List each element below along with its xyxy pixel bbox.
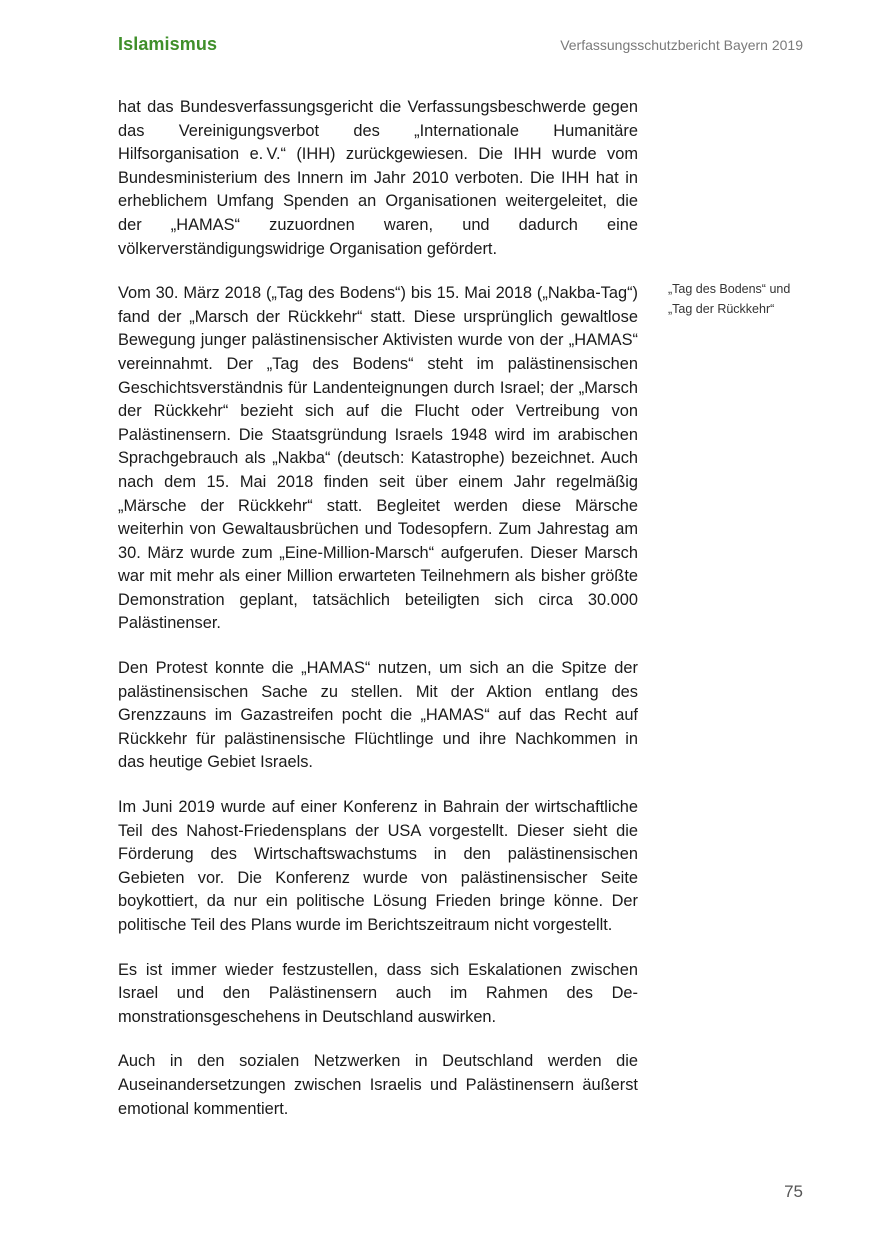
report-title: Verfassungsschutzbericht Bayern 2019	[560, 37, 803, 53]
paragraph-5: Es ist immer wieder festzustellen, dass sich Eskalationen zwischen Israel und den Palästinensern auch im Rahmen des Demonstrationsgeschehens in Deutschland auswirken.	[118, 960, 638, 1026]
section-title: Islamismus	[118, 34, 218, 54]
paragraph-3: Den Protest konnte die „HAMAS“ nutzen, um sich an die Spitze der palästinensischen Sache zu stellen. Mit der Aktion entlang des Grenzzauns im Gazastreifen pocht die „HAMAS“ auf das Recht auf Rückkehr für palästinensische Flüchtlinge und ihre Nachkommen in das heutige Gebiet Israels.	[118, 659, 638, 772]
paragraph-1: hat das Bundesverfassungsgericht die Verfassungsbeschwerde gegen das Vereinigungsverbot des „Internationale Humanitäre Hilfsorganisation e. V.“ (IHH) zurückgewiesen. Die IHH wurde vom Bundesministerium des Innern im Jahr 2010 verboten. Die IHH hat in erheblichem Umfang Spenden an Organisationen weitergeleitet, die der „HAMAS“ zuzuordnen waren, und dadurch eine völkerverständigungswidrige Organisation gefördert.	[118, 98, 638, 258]
body-text	[118, 96, 638, 1142]
paragraph-2: Vom 30. März 2018 („Tag des Bodens“) bis 15. Mai 2018 („Nakba-Tag“) fand der „Marsch der Rückkehr“ statt. Diese ursprünglich gewaltlose Bewegung junger palästinensischer Aktivisten wurde von der „HAMAS“ vereinnahmt. Der „Tag des Bodens“ steht im palästinensischen Geschichtsverständnis für Landenteignungen durch Israel; der „Marsch der Rückkehr“ bezieht sich auf die Flucht oder Vertreibung von Palästinensern. Die Staatsgründung Israels 1948 wird im arabischen Sprachgebrauch als „Nakba“ (deutsch: Katastrophe) bezeichnet. Auch nach dem 15. Mai 2018 finden seit über einem Jahr regelmäßig „Märsche der Rückkehr“ statt. Begleitet werden diese Märsche weiterhin von Gewaltausbrüchen und Todesopfern. Zum Jahrestag am 30. März wurde zum „Eine-Million-Marsch“ aufgerufen. Dieser Marsch war mit mehr als einer Million erwarteten Teilnehmern als bisher größte Demonstration geplant, tatsächlich beteiligten sich circa 30.000 Palästinenser.	[118, 284, 638, 633]
margin-note: „Tag des Bodens“ und „Tag der Rückkehr“	[668, 282, 791, 316]
paragraph-6: Auch in den sozialen Netzwerken in Deutschland werden die Auseinandersetzungen zwischen Israelis und Palästinensern äußerst emotional kommentiert.	[118, 1052, 638, 1118]
paragraph-4: Im Juni 2019 wurde auf einer Konferenz in Bahrain der wirtschaftliche Teil des Nahost-Friedensplans der USA vorgestellt. Dieser sieht die Förderung des Wirtschaftswachstums in den palästinensischen Gebieten vor. Die Konferenz wurde von palästinensischer Seite boykottiert, da nur ein politische Lösung Frieden bringe könne. Der politische Teil des Plans wurde im Berichtszeitraum nicht vorgestellt.	[118, 798, 638, 934]
page-number: 75	[784, 1182, 803, 1201]
